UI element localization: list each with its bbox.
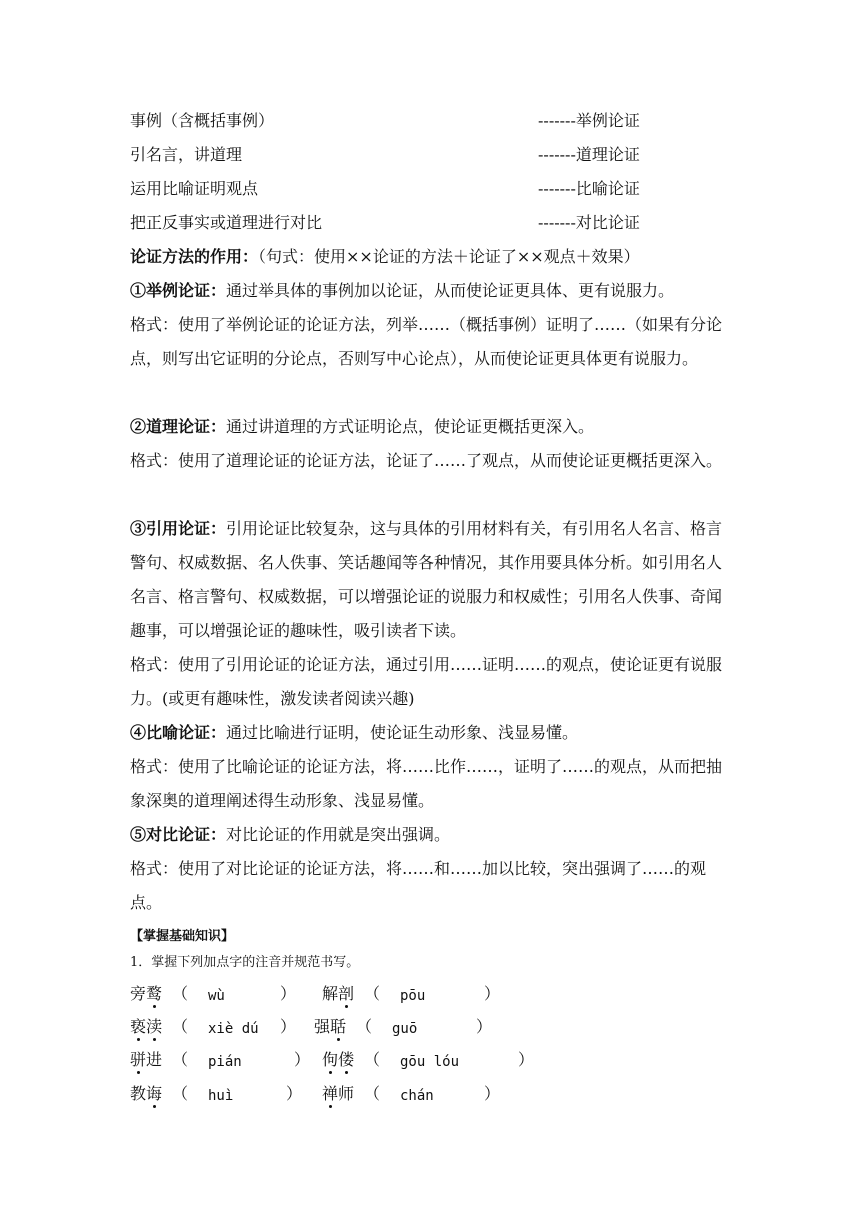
- item-title: ③引用论证：: [130, 519, 227, 538]
- method-row: [130, 110, 640, 132]
- pinyin-answer: wù: [208, 988, 225, 1004]
- method-row: [130, 178, 640, 200]
- word-5: 骈进: [130, 1050, 163, 1069]
- pinyin-answer: chán: [400, 1088, 434, 1104]
- item-format: 格式：使用了对比论证的论证方法，将……和……加以比较，突出强调了……的观点。: [130, 859, 707, 912]
- section-title: 【掌握基础知识】: [130, 929, 235, 944]
- item-title: ②道理论证：: [130, 417, 227, 436]
- item-metaphor: [130, 716, 734, 750]
- method-row: [130, 212, 640, 234]
- item-format: 格式：使用了比喻论证的论证方法，将……比作……，证明了……的观点，从而把抽象深奥的道理阐述得生动形象、浅显易懂。: [130, 757, 723, 810]
- pinyin-row: 旁鹜 （ wù ） 解剖 （ pōu ）: [130, 983, 750, 1007]
- row-left: 引名言，讲道理: [130, 145, 243, 164]
- item-format: 格式：使用了道理论证的论证方法，论证了……了观点，从而使论证更概括更深入。: [130, 451, 723, 470]
- row-right: -------比喻论证: [538, 179, 640, 198]
- item-reason: [130, 410, 734, 444]
- word-3: 亵渎: [130, 1017, 163, 1036]
- row-right: -------对比论证: [538, 213, 640, 232]
- pinyin-answer: huì: [208, 1088, 234, 1104]
- pinyin-row: 教诲 （ huì ） 禅师 （ chán ）: [130, 1083, 750, 1107]
- item-quote: [130, 512, 734, 648]
- word-2: 解剖: [322, 984, 355, 1003]
- question-text: 1．掌握下列加点字的注音并规范书写。: [130, 955, 360, 970]
- word-8: 禅师: [322, 1084, 355, 1103]
- item-desc: 对比论证的作用就是突出强调。: [226, 825, 451, 844]
- pinyin-answer: pián: [208, 1054, 242, 1070]
- item-desc: 通过举具体的事例加以论证，从而使论证更具体、更有说服力。: [226, 281, 675, 300]
- item-desc: 通过比喻进行证明，使论证生动形象、浅显易懂。: [226, 723, 579, 742]
- effect-heading: 论证方法的作用：: [130, 247, 259, 266]
- item-desc: 引用论证比较复杂，这与具体的引用材料有关，有引用名人名言、格言警句、权威数据、名人佚事、笑话趣闻等各种情况，其作用要具体分析。如引用名人名言、格言警句、权威数据，可以增强论证的说服力和权威性；引用名人佚事、奇闻趣事，可以增强论证的趣味性，吸引读者下读。: [130, 519, 723, 640]
- word-7: 教诲: [130, 1084, 163, 1103]
- item-example: [130, 274, 734, 308]
- pinyin-row: 亵渎 （ xiè dú ） 强聒 （ guō ）: [130, 1016, 750, 1040]
- item-title: ⑤对比论证：: [130, 825, 227, 844]
- item-contrast: [130, 818, 734, 852]
- row-right: -------道理论证: [538, 145, 640, 164]
- item-format: 格式：使用了引用论证的论证方法，通过引用……证明……的观点，使论证更有说服力。(或更有趣味性，激发读者阅读兴趣): [130, 655, 723, 708]
- row-left: 运用比喻证明观点: [130, 179, 259, 198]
- item-format: 格式：使用了举例论证的论证方法，列举……（概括事例）证明了……（如果有分论点，则写出它证明的分论点，否则写中心论点），从而使论证更具体更有说服力。: [130, 315, 723, 368]
- item-title: ④比喻论证：: [130, 723, 227, 742]
- word-6: 佝偻: [322, 1050, 355, 1069]
- item-desc: 通过讲道理的方式证明论点，使论证更概括更深入。: [226, 417, 595, 436]
- effect-heading-line: [130, 246, 640, 268]
- pinyin-answer: gōu lóu: [400, 1054, 460, 1070]
- effect-text: （句式：使用××论证的方法＋论证了××观点＋效果）: [258, 247, 640, 266]
- item-title: ①举例论证：: [130, 281, 227, 300]
- pinyin-answer: pōu: [400, 988, 426, 1004]
- row-left: 事例（含概括事例）: [130, 111, 275, 130]
- word-1: 旁鹜: [130, 984, 163, 1003]
- row-right: -------举例论证: [538, 111, 640, 130]
- row-left: 把正反事实或道理进行对比: [130, 213, 323, 232]
- word-4: 强聒: [314, 1017, 347, 1036]
- pinyin-row: 骈进 （ pián ） 佝偻 （ gōu lóu ）: [130, 1049, 750, 1073]
- pinyin-answer: xiè dú: [208, 1021, 259, 1037]
- method-row: [130, 144, 640, 166]
- pinyin-answer: guō: [392, 1021, 418, 1037]
